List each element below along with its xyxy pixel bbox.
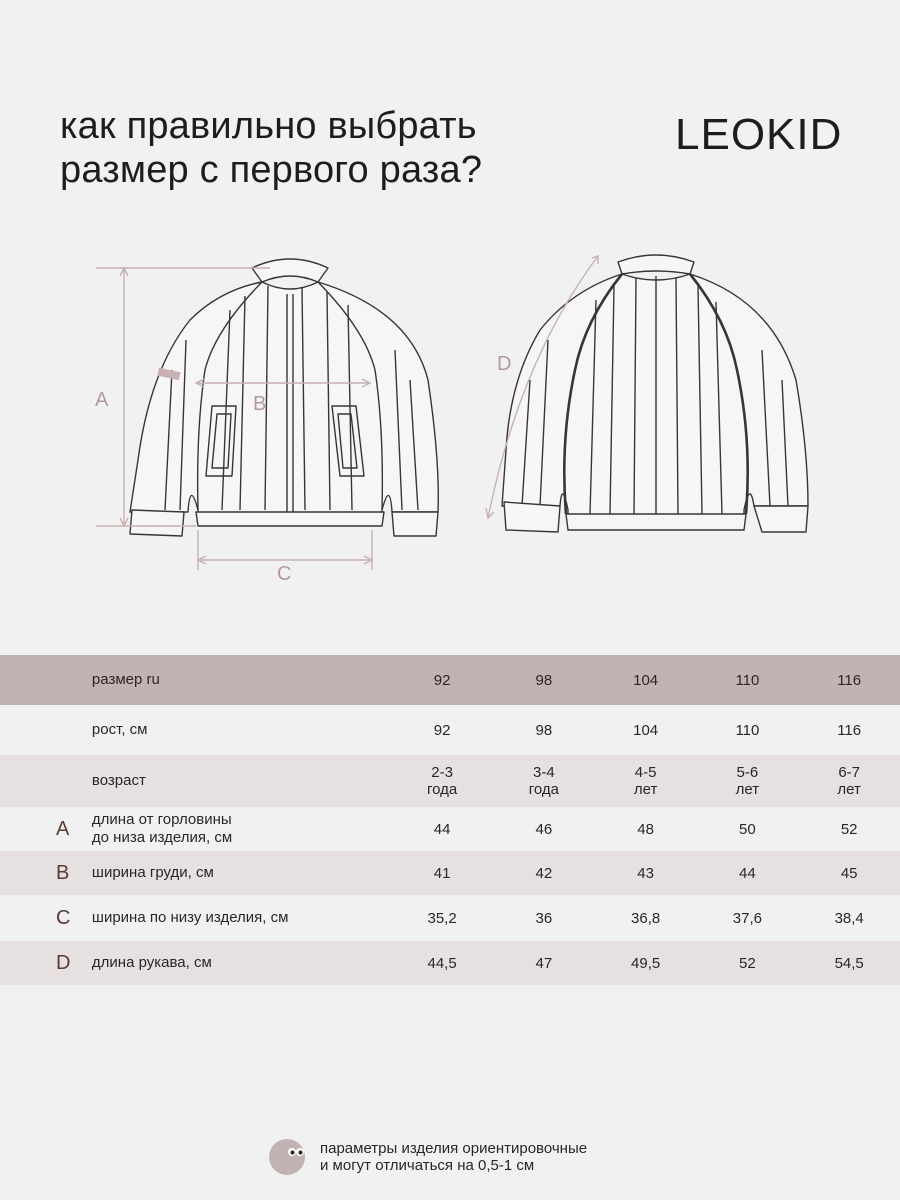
table-cell: 116 <box>837 721 862 739</box>
table-cell: 104 <box>633 721 659 739</box>
row-label: ширина по низу изделия, см <box>91 909 289 926</box>
footer-note-line-2: и могут отличаться на 0,5-1 см <box>320 1157 535 1174</box>
dimension-d-label: D <box>497 353 512 375</box>
table-cell: 49,5 <box>631 954 661 972</box>
table-cell: 116 <box>837 671 862 689</box>
table-row-b <box>0 851 900 895</box>
dimension-a-label: A <box>95 389 109 411</box>
table-cell: 35,2 <box>427 909 457 927</box>
table-row-d <box>0 941 900 985</box>
mascot-eyes-icon <box>268 1138 306 1176</box>
table-cell: 41 <box>433 864 451 882</box>
table-cell: 98 <box>535 671 553 689</box>
row-label: длина рукава, см <box>91 954 212 971</box>
title-line-1: как правильно выбрать <box>60 105 477 147</box>
table-cell: 48 <box>637 820 654 838</box>
row-label: размер ru <box>91 671 160 688</box>
table-cell: 44 <box>433 820 451 838</box>
table-cell: 44,5 <box>427 954 457 972</box>
table-cell: 43 <box>637 864 654 882</box>
table-row-height <box>0 705 900 755</box>
table-cell: 5-6 лет <box>735 764 760 798</box>
table-cell: 110 <box>735 721 760 739</box>
table-row-a <box>0 807 900 851</box>
row-letter: A <box>56 817 70 840</box>
table-row-age <box>0 755 900 807</box>
jacket-diagram <box>0 230 900 590</box>
table-cell: 52 <box>739 954 756 972</box>
table-cell: 47 <box>535 954 553 972</box>
row-letter: D <box>56 951 71 974</box>
jacket-back-drawing <box>502 255 808 532</box>
table-cell: 104 <box>633 671 659 689</box>
table-cell: 42 <box>535 864 553 882</box>
table-cell: 38,4 <box>834 909 864 927</box>
footer-note <box>268 1138 587 1176</box>
table-cell: 92 <box>433 671 451 689</box>
row-label: рост, см <box>91 721 148 738</box>
table-cell: 52 <box>840 820 858 838</box>
dimension-c-label: C <box>277 563 292 585</box>
table-cell: 36 <box>535 909 553 927</box>
table-cell: 37,6 <box>732 909 762 927</box>
title-line-2: размер с первого раза? <box>60 149 483 191</box>
jacket-front-drawing <box>130 259 438 536</box>
dimension-b-label: B <box>253 393 267 415</box>
table-cell: 98 <box>535 721 553 739</box>
page-title <box>60 104 482 192</box>
table-cell: 46 <box>535 820 553 838</box>
table-cell: 6-7 лет <box>837 764 861 798</box>
brand-logo: LEOKID <box>675 110 843 159</box>
row-label: длина от горловины до низа изделия, см <box>91 811 233 846</box>
table-row-size-ru <box>0 655 900 705</box>
table-cell: 2-3 года <box>426 764 458 798</box>
table-row-c <box>0 895 900 941</box>
table-cell: 45 <box>840 864 858 882</box>
table-cell: 3-4 года <box>528 764 559 798</box>
row-letter: C <box>56 906 71 929</box>
table-cell: 4-5 лет <box>633 764 658 798</box>
table-cell: 110 <box>735 671 760 689</box>
table-cell: 36,8 <box>631 909 661 927</box>
row-letter: B <box>56 861 70 884</box>
table-cell: 44 <box>739 864 756 882</box>
table-cell: 54,5 <box>834 954 864 972</box>
footer-note-line-1: параметры изделия ориентировочные <box>320 1140 588 1157</box>
table-cell: 50 <box>739 820 756 838</box>
size-table <box>0 655 900 985</box>
row-label: возраст <box>91 772 146 789</box>
table-cell: 92 <box>433 721 451 739</box>
row-label: ширина груди, см <box>91 864 214 881</box>
